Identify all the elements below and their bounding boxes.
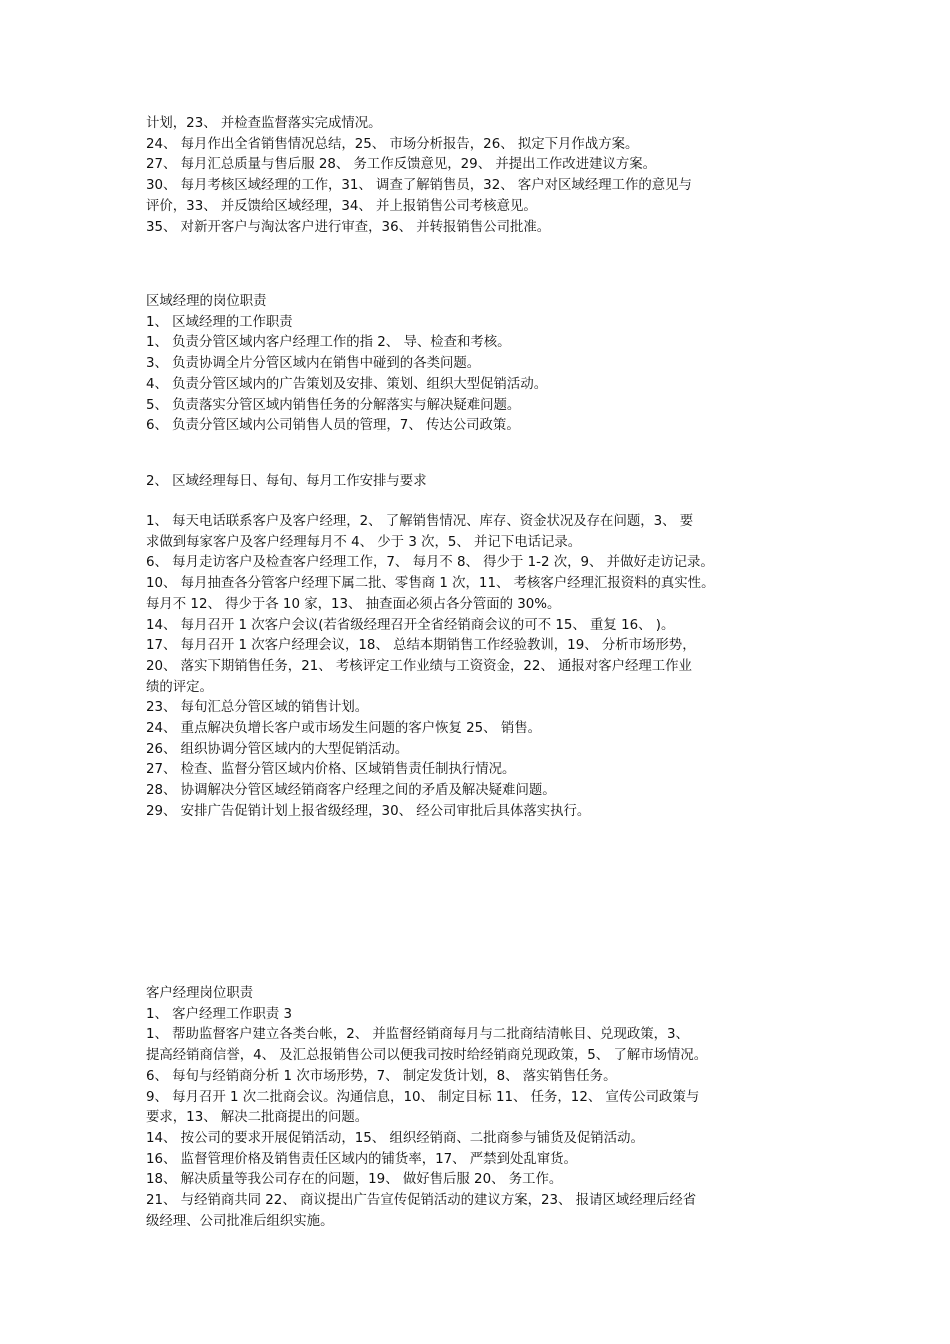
text-line: 35、 对新开客户与淘汰客户进行审查，36、 并转报销售公司批准。 — [146, 219, 551, 235]
text-line: 要求，13、 解决二批商提出的问题。 — [146, 1110, 369, 1126]
text-line: 每月不 12、 得少于各 10 家，13、 抽查面必须占各分管面的 30%。 — [146, 596, 561, 612]
section-regional-manager-duties — [146, 292, 821, 437]
text-line: 26、 组织协调分管区域内的大型促销活动。 — [146, 741, 409, 757]
text-line: 30、 每月考核区域经理的工作，31、 调查了解销售员，32、 客户对区域经理工作的意见与 — [146, 178, 692, 194]
text-line: 6、 负责分管区域内公司销售人员的管理，7、 传达公司政策。 — [146, 418, 520, 434]
text-line: 评价，33、 并反馈给区域经理，34、 并上报销售公司考核意见。 — [146, 198, 537, 214]
text-line: 9、 每月召开 1 次二批商会议。沟通信息，10、 制定目标 11、 任务，12、 宣传公司政策与 — [146, 1089, 700, 1105]
text-line: 6、 每旬与经销商分析 1 次市场形势，7、 制定发货计划，8、 落实销售任务。 — [146, 1068, 617, 1084]
text-line: 23、 每旬汇总分管区域的销售计划。 — [146, 700, 369, 716]
text-line: 21、 与经销商共同 22、 商议提出广告宣传促销活动的建议方案，23、 报请区域经理后经省 — [146, 1193, 697, 1209]
text-line: 1、 负责分管区域内客户经理工作的指 2、 导、检查和考核。 — [146, 335, 511, 351]
text-line: 4、 负责分管区域内的广告策划及安排、策划、组织大型促销活动。 — [146, 376, 548, 392]
text-line: 级经理、公司批准后组织实施。 — [146, 1213, 334, 1229]
text-line: 提高经销商信誉，4、 及汇总报销售公司以便我司按时给经销商兑现政策，5、 了解市场情况。 — [146, 1048, 708, 1064]
text-line: 18、 解决质量等我公司存在的问题，19、 做好售后服 20、 务工作。 — [146, 1172, 563, 1188]
text-line: 24、 每月作出全省销售情况总结，25、 市场分析报告，26、 拟定下月作战方案。 — [146, 136, 639, 152]
text-line: 3、 负责协调全片分管区域内在销售中碰到的各类问题。 — [146, 356, 481, 372]
subsection-heading: 1、 区域经理的工作职责 — [146, 314, 293, 330]
text-line: 1、 帮助监督客户建立各类台帐，2、 并监督经销商每月与二批商结清帐目、兑现政策，3、 — [146, 1027, 689, 1043]
section-heading: 客户经理岗位职责 — [146, 986, 254, 1001]
subsection-heading: 1、 客户经理工作职责 3 — [146, 1006, 293, 1022]
text-line: 27、 检查、监督分管区域内价格、区域销售责任制执行情况。 — [146, 762, 516, 778]
text-line: 29、 安排广告促销计划上报省级经理，30、 经公司审批后具体落实执行。 — [146, 803, 591, 819]
text-line: 1、 每天电话联系客户及客户经理，2、 了解销售情况、库存、资金状况及存在问题，3、 要 — [146, 514, 694, 529]
text-line: 16、 监督管理价格及销售责任区域内的铺货率，17、 严禁到处乱窜货。 — [146, 1151, 577, 1167]
text-line: 28、 协调解决分管区域经销商客户经理之间的矛盾及解决疑难问题。 — [146, 783, 556, 799]
section-regional-schedule-items — [146, 512, 821, 823]
text-line: 24、 重点解决负增长客户或市场发生问题的客户恢复 25、 销售。 — [146, 721, 542, 737]
text-line: 绩的评定。 — [146, 679, 213, 695]
subsection-heading: 2、 区域经理每日、每旬、每月工作安排与要求 — [146, 474, 427, 489]
text-line: 求做到每家客户及客户经理每月不 4、 少于 3 次，5、 并记下电话记录。 — [146, 534, 582, 550]
section-heading: 区域经理的岗位职责 — [146, 294, 267, 309]
text-line: 14、 按公司的要求开展促销活动，15、 组织经销商、二批商参与铺货及促销活动。 — [146, 1130, 644, 1146]
text-line: 20、 落实下期销售任务，21、 考核评定工作业绩与工资资金，22、 通报对客户经理工作业 — [146, 658, 692, 674]
text-line: 10、 每月抽查各分管客户经理下属二批、零售商 1 次，11、 考核客户经理汇报资料的真实性。 — [146, 576, 715, 592]
text-line: 5、 负责落实分管区域内销售任务的分解落实与解决疑难问题。 — [146, 397, 521, 413]
text-line: 17、 每月召开 1 次客户经理会议，18、 总结本期销售工作经验教训，19、 分析市场形势， — [146, 638, 696, 654]
text-line: 27、 每月汇总质量与售后服 28、 务工作反馈意见，29、 并提出工作改进建议方案。 — [146, 157, 657, 173]
section-provincial-duties-continued — [146, 114, 821, 238]
section-regional-schedule-heading — [146, 472, 821, 493]
text-line: 计划，23、 并检查监督落实完成情况。 — [146, 116, 382, 131]
section-account-manager-duties — [146, 984, 821, 1232]
text-line: 6、 每月走访客户及检查客户经理工作，7、 每月不 8、 得少于 1-2 次，9、 并做好走访记录。 — [146, 555, 714, 571]
text-line: 14、 每月召开 1 次客户会议(若省级经理召开全省经销商会议的可不 15、 重复 16、 )。 — [146, 617, 675, 633]
